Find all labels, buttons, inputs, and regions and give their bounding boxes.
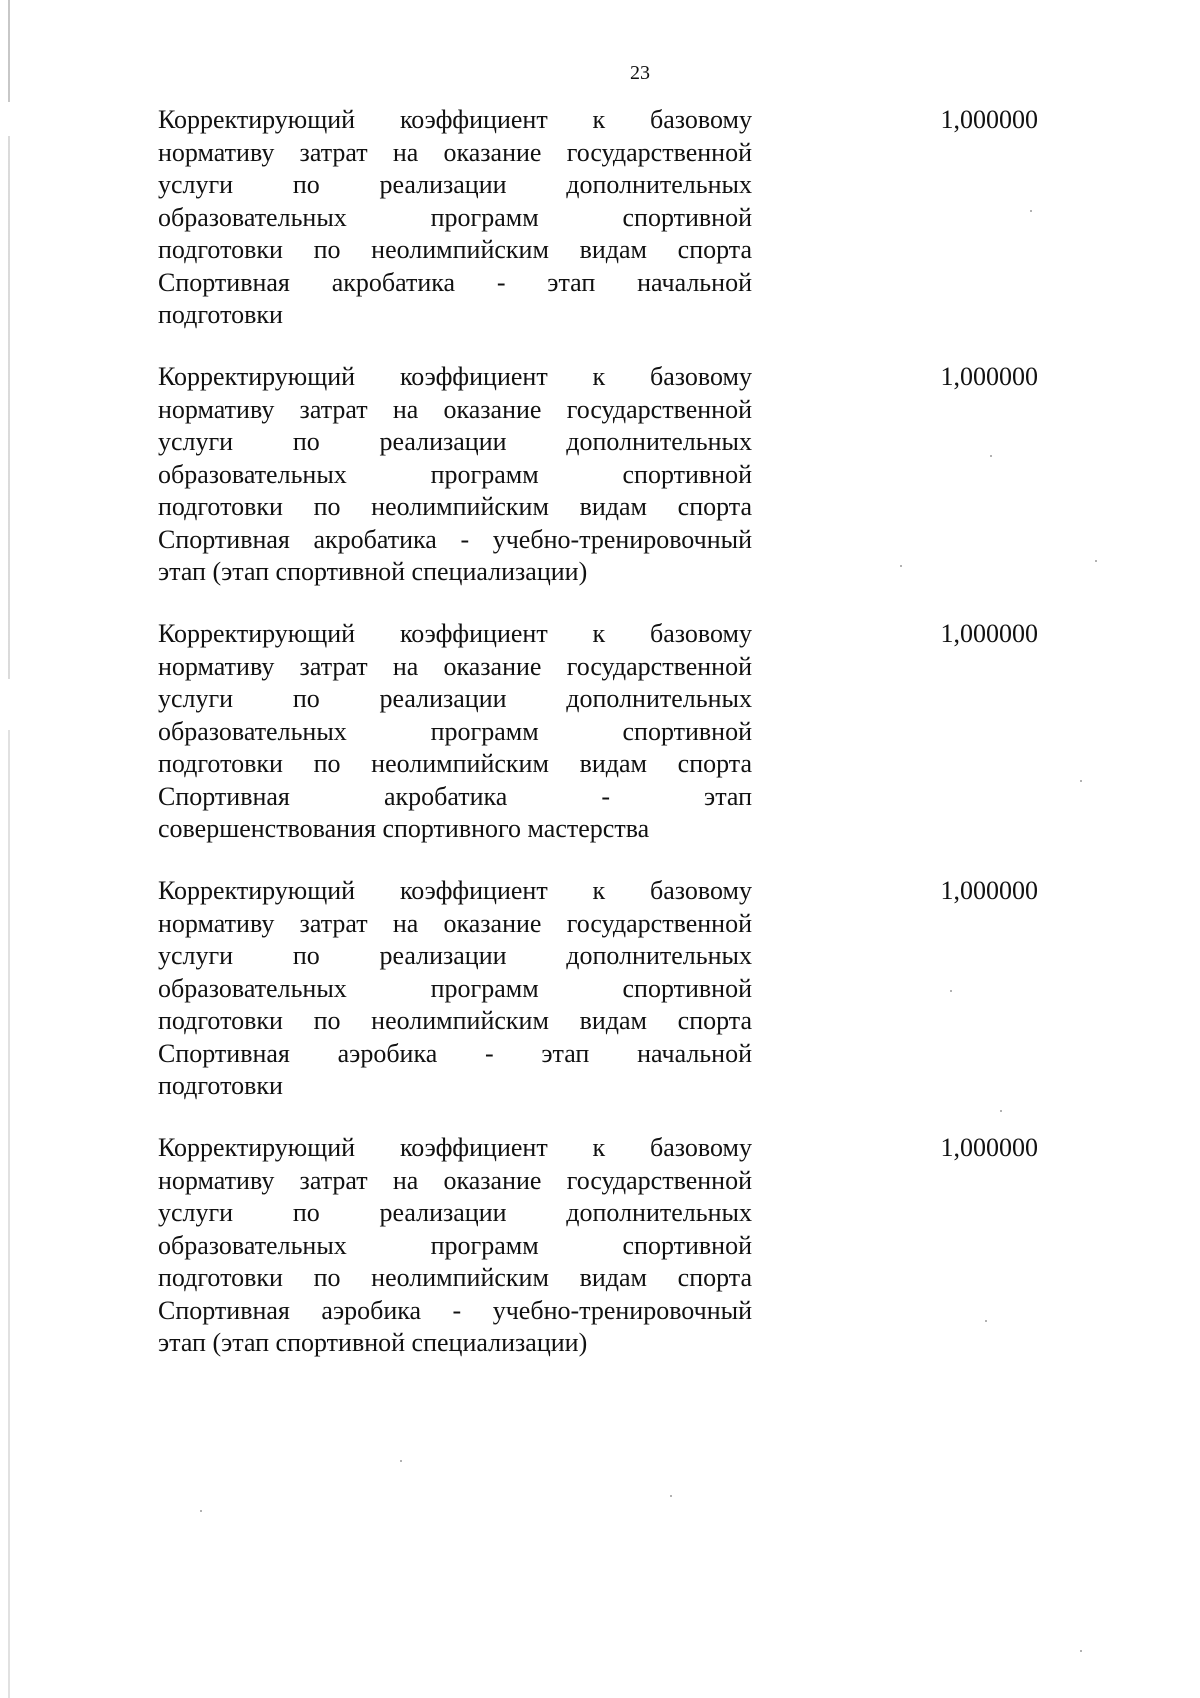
description-line: услуги по реализации дополнительных — [158, 1198, 752, 1227]
coefficient-entry — [158, 618, 1058, 843]
description-line: Спортивная акробатика - учебно-тренировочный — [158, 524, 752, 554]
scan-speck — [1080, 780, 1082, 782]
description-line: образовательных программ спортивной — [158, 1230, 752, 1260]
scan-speck — [1030, 210, 1032, 212]
description-line: нормативу затрат на оказание государственной — [158, 908, 752, 938]
coefficient-entry — [158, 361, 1058, 586]
description-line: этап (этап спортивной специализации) — [158, 1328, 588, 1357]
entry-description — [158, 618, 752, 846]
description-line: образовательных программ спортивной — [158, 459, 752, 489]
description-line: услуги по реализации дополнительных — [158, 170, 752, 199]
description-line: Спортивная аэробика - учебно-тренировочный — [158, 1295, 752, 1325]
description-line: подготовки — [158, 1071, 283, 1100]
scan-speck — [400, 1460, 402, 1462]
entry-description — [158, 1132, 752, 1360]
description-line: подготовки по неолимпийским видам спорта — [158, 749, 752, 778]
description-line: нормативу затрат на оказание государственной — [158, 651, 752, 681]
coefficient-value: 1,000000 — [940, 1133, 1038, 1162]
description-line: подготовки по неолимпийским видам спорта — [158, 235, 752, 264]
coefficient-entry — [158, 1132, 1058, 1357]
entry-description — [158, 361, 752, 589]
description-line: Спортивная акробатика - этап начальной — [158, 267, 752, 297]
coefficient-value: 1,000000 — [940, 362, 1038, 391]
page-number: 23 — [630, 62, 650, 84]
entry-description — [158, 104, 752, 332]
scan-speck — [200, 1510, 202, 1512]
description-line: услуги по реализации дополнительных — [158, 427, 752, 456]
description-line: подготовки — [158, 300, 283, 329]
description-line: образовательных программ спортивной — [158, 973, 752, 1003]
scan-speck — [985, 1320, 987, 1322]
description-line: Корректирующий коэффициент к базовому — [158, 1133, 752, 1162]
description-line: нормативу затрат на оказание государственной — [158, 1165, 752, 1195]
description-line: услуги по реализации дополнительных — [158, 684, 752, 713]
coefficient-entry — [158, 104, 1058, 329]
entry-description — [158, 875, 752, 1103]
description-line: Корректирующий коэффициент к базовому — [158, 619, 752, 648]
scan-edge-line — [8, 0, 10, 1698]
scan-speck — [1080, 1650, 1082, 1652]
scan-speck — [1000, 1110, 1002, 1112]
coefficient-value: 1,000000 — [940, 105, 1038, 134]
description-line: этап (этап спортивной специализации) — [158, 557, 588, 586]
coefficient-value: 1,000000 — [940, 876, 1038, 905]
description-line: Спортивная акробатика - этап — [158, 781, 752, 811]
description-line: подготовки по неолимпийским видам спорта — [158, 492, 752, 521]
scan-speck — [1095, 560, 1097, 562]
scan-speck — [990, 455, 992, 457]
description-line: образовательных программ спортивной — [158, 202, 752, 232]
scan-speck — [670, 1495, 672, 1497]
description-line: Корректирующий коэффициент к базовому — [158, 105, 752, 134]
description-line: Спортивная аэробика - этап начальной — [158, 1038, 752, 1068]
scan-speck — [950, 990, 952, 992]
description-line: Корректирующий коэффициент к базовому — [158, 362, 752, 391]
description-line: подготовки по неолимпийским видам спорта — [158, 1006, 752, 1035]
description-line: Корректирующий коэффициент к базовому — [158, 876, 752, 905]
coefficient-value: 1,000000 — [940, 619, 1038, 648]
description-line: услуги по реализации дополнительных — [158, 941, 752, 970]
description-line: образовательных программ спортивной — [158, 716, 752, 746]
coefficient-list — [158, 104, 1058, 1389]
scan-speck — [900, 565, 902, 567]
description-line: совершенствования спортивного мастерства — [158, 814, 650, 843]
description-line: подготовки по неолимпийским видам спорта — [158, 1263, 752, 1292]
description-line: нормативу затрат на оказание государственной — [158, 137, 752, 167]
description-line: нормативу затрат на оказание государственной — [158, 394, 752, 424]
coefficient-entry — [158, 875, 1058, 1100]
